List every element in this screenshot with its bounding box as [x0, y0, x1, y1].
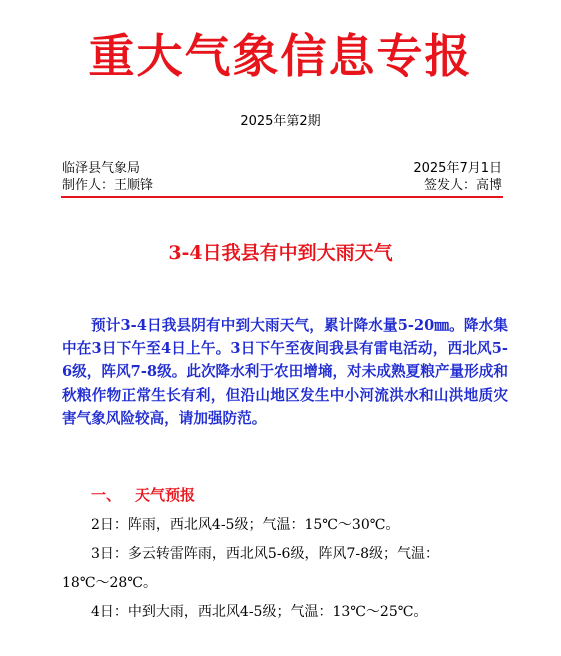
forecast-day-3 — [62, 540, 512, 598]
meta-row-people — [62, 177, 502, 194]
article-summary: 预计3-4日我县阴有中到大雨天气，累计降水量5-20㎜。降水集中在3日下午至4日上午。3日下午至夜间我县有雷电活动，西北风5-6级，阵风7-8级。此次降水利于农田增墒，对未成熟夏粮产量形成和秋粮作物正常生长有利，但沿山地区发生中小河流洪水和山洪地质灾害气象风险较高，请加强防范。 — [62, 317, 508, 427]
section-number: 一、 — [91, 486, 122, 504]
header-divider — [61, 196, 503, 198]
issue-number: 2025年第2期 — [240, 114, 321, 129]
forecast-text-continued: 18℃～28℃。 — [62, 575, 157, 591]
masthead-title: 重大气象信息专报 — [88, 29, 473, 83]
article-headline: 3-4日我县有中到大雨天气 — [168, 242, 393, 264]
meta-row-issuer — [62, 160, 502, 177]
signer-name: 签发人：高博 — [423, 178, 502, 193]
forecast-text: 3日：多云转雷阵雨，西北风5-6级，阵风7-8级；气温： — [91, 546, 439, 562]
author-name: 制作人：王顺锋 — [62, 178, 154, 193]
forecast-text: 4日：中到大雨，西北风4-5级；气温：13℃～25℃。 — [91, 604, 428, 620]
forecast-day-2 — [62, 511, 512, 540]
section-title: 天气预报 — [135, 486, 196, 504]
section-heading — [91, 484, 195, 506]
forecast-text: 2日：阵雨，西北风4-5级；气温：15℃～30℃。 — [91, 517, 400, 533]
forecast-day-4 — [62, 598, 512, 627]
issuer-name: 临泽县气象局 — [62, 161, 141, 176]
issue-date: 2025年7月1日 — [413, 161, 502, 176]
